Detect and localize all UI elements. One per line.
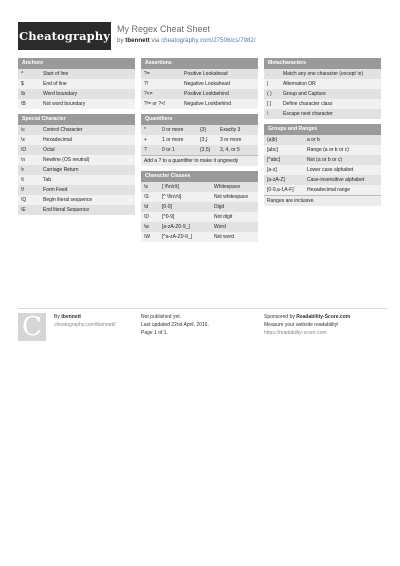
sponsor-url[interactable]: https://readability-score.com xyxy=(264,330,327,336)
table-cell: Not digit xyxy=(214,214,233,220)
table-cell: ?<= xyxy=(144,91,153,97)
anchors-title: Anchors xyxy=(18,58,135,69)
table-cell: Group and Capture xyxy=(283,91,326,97)
table-cell: ^ xyxy=(21,71,24,77)
groups-ranges-box xyxy=(264,124,381,206)
quantifiers-note: Add a ? to a quantifier to make it ungreedy xyxy=(141,155,258,166)
table-cell: \t xyxy=(21,177,24,183)
table-row xyxy=(141,89,258,99)
table-cell: {3,} xyxy=(200,137,208,143)
table-cell: End of line xyxy=(43,81,67,87)
table-row xyxy=(264,135,381,145)
table-cell: Match any one character (except \n) xyxy=(283,71,364,77)
table-cell: \d xyxy=(144,204,149,210)
table-cell: Tab xyxy=(43,177,52,183)
anchors-table xyxy=(18,69,135,109)
byline xyxy=(117,37,256,44)
table-cell: \s xyxy=(144,184,148,190)
quantifiers-box xyxy=(141,114,258,166)
table-row xyxy=(141,125,258,135)
table-cell: Start of line xyxy=(43,71,69,77)
table-cell: [a-zA-Z0-9_] xyxy=(162,224,190,230)
table-cell: End literal Sequence xyxy=(43,207,90,213)
table-cell: ? xyxy=(144,147,147,153)
table-cell: Octal xyxy=(43,147,55,153)
special-character-table xyxy=(18,125,135,215)
metacharacters-box xyxy=(264,58,381,119)
table-row xyxy=(264,79,381,89)
table-cell: Whitespace xyxy=(214,184,241,190)
header xyxy=(18,22,388,50)
table-cell: Define character class xyxy=(283,101,333,107)
page-count: Page 1 of 1. xyxy=(141,330,168,336)
table-row xyxy=(18,89,135,99)
table-row xyxy=(264,99,381,109)
page-title: My Regex Cheat Sheet xyxy=(117,24,211,34)
table-row xyxy=(264,69,381,79)
footer-by-label: By xyxy=(54,314,60,320)
table-cell: {3} xyxy=(200,127,207,133)
table-row xyxy=(141,202,258,212)
table-row xyxy=(18,99,135,109)
table-cell: Not (a or b or c) xyxy=(307,157,343,163)
table-cell: 0 or 1 xyxy=(162,147,175,153)
table-cell: Alternation OR xyxy=(283,81,316,87)
table-cell: \S xyxy=(144,194,149,200)
table-row xyxy=(18,135,135,145)
table-row xyxy=(141,182,258,192)
table-row xyxy=(141,145,258,155)
sponsor-tagline: Measure your website readability! xyxy=(264,322,339,328)
table-row xyxy=(264,175,381,185)
assertions-title: Assertions xyxy=(141,58,258,69)
table-row xyxy=(264,155,381,165)
table-cell: + xyxy=(144,137,147,143)
table-cell: Form Feed xyxy=(43,187,68,193)
table-cell: \n xyxy=(21,157,26,163)
table-cell: Not word boundary xyxy=(43,101,86,107)
table-cell: \c xyxy=(21,127,25,133)
table-row xyxy=(18,79,135,89)
character-classes-table xyxy=(141,182,258,242)
table-row xyxy=(141,222,258,232)
column-3 xyxy=(264,58,381,211)
table-row xyxy=(141,99,258,109)
table-cell: Word boundary xyxy=(43,91,78,97)
table-row xyxy=(18,125,135,135)
table-row xyxy=(264,145,381,155)
table-cell: [^ \f\n\r\t] xyxy=(162,194,182,200)
character-classes-title: Character Classes xyxy=(141,171,258,182)
footer-author xyxy=(54,313,116,329)
table-cell: Case-insensitive alphabet xyxy=(307,177,365,183)
table-cell: 1 or more xyxy=(162,137,184,143)
special-character-box xyxy=(18,114,135,215)
table-cell: ?= xyxy=(144,71,150,77)
table-row xyxy=(141,135,258,145)
table-cell: \E xyxy=(21,207,26,213)
table-cell: Negative Lookahead xyxy=(184,81,230,87)
metacharacters-table xyxy=(264,69,381,119)
table-cell: . xyxy=(267,71,269,77)
footer-author-link[interactable]: tbennett xyxy=(61,314,81,320)
table-cell: Newline (OS neutral) xyxy=(43,157,90,163)
table-cell: \W xyxy=(144,234,151,240)
table-cell: [^a-zA-Z0-9_] xyxy=(162,234,193,240)
table-cell: \B xyxy=(21,101,26,107)
table-cell: [^0-9] xyxy=(162,214,175,220)
table-row xyxy=(18,185,135,195)
table-cell: Lower case alphabet xyxy=(307,167,354,173)
sponsor-prefix: Sponsored by xyxy=(264,314,295,320)
table-cell: [a-z] xyxy=(267,167,277,173)
table-cell: [ ] xyxy=(267,101,272,107)
table-cell: \r xyxy=(21,167,25,173)
table-cell: a or b xyxy=(307,137,320,143)
table-cell: Not whitespace xyxy=(214,194,249,200)
table-cell: | xyxy=(267,81,269,87)
table-cell: [0-9,a-f,A-F] xyxy=(267,187,294,193)
groups-ranges-note: Ranges are inclusive. xyxy=(264,195,381,206)
table-cell: Positive Lookahead xyxy=(184,71,228,77)
author-avatar[interactable]: C xyxy=(18,313,46,341)
assertions-box xyxy=(141,58,258,109)
table-cell: \D xyxy=(144,214,149,220)
table-cell: ( ) xyxy=(267,91,272,97)
sheet-url-link[interactable]: cheatography.com/27506/cs/7982/ xyxy=(161,37,256,44)
table-cell: {3,5} xyxy=(200,147,211,153)
last-updated: Last updated 22nd April, 2016. xyxy=(141,322,209,328)
table-row xyxy=(18,155,135,165)
table-cell: \f xyxy=(21,187,24,193)
via-label: via xyxy=(151,37,160,44)
table-row xyxy=(18,145,135,155)
table-row xyxy=(141,79,258,89)
by-label: by xyxy=(117,37,124,44)
table-cell: $ xyxy=(21,81,24,87)
table-row xyxy=(18,69,135,79)
table-row xyxy=(141,232,258,242)
table-cell: Begin literal sequence xyxy=(43,197,93,203)
table-cell: Control Character xyxy=(43,127,83,133)
table-cell: \x xyxy=(21,137,25,143)
table-cell: \O xyxy=(21,147,27,153)
cheatography-logo[interactable]: Cheatography xyxy=(18,22,111,50)
table-cell: Exactly 3 xyxy=(220,127,241,133)
table-cell: Carriage Return xyxy=(43,167,79,173)
special-character-title: Special Character xyxy=(18,114,135,125)
anchors-box xyxy=(18,58,135,109)
table-cell: * xyxy=(144,127,146,133)
table-cell: [a-zA-Z] xyxy=(267,177,285,183)
table-cell: Escape next character xyxy=(283,111,333,117)
table-cell: Digit xyxy=(214,204,225,210)
table-row xyxy=(18,205,135,215)
table-cell: [abc] xyxy=(267,147,278,153)
table-cell: ?!= or ?<! xyxy=(144,101,166,107)
sponsor-link[interactable]: Readability-Score.com xyxy=(296,314,351,320)
table-cell: \Q xyxy=(21,197,27,203)
table-cell: Word xyxy=(214,224,226,230)
quantifiers-title: Quantifiers xyxy=(141,114,258,125)
footer xyxy=(18,308,388,348)
published-status: Not published yet. xyxy=(141,314,182,320)
table-cell: ?! xyxy=(144,81,149,87)
table-row xyxy=(18,195,135,205)
table-row xyxy=(264,109,381,119)
table-cell: 0 or more xyxy=(162,127,184,133)
footer-info xyxy=(141,313,209,337)
table-row xyxy=(141,212,258,222)
table-cell: \ xyxy=(267,111,269,117)
column-2 xyxy=(141,58,258,247)
column-1 xyxy=(18,58,135,220)
table-cell: Positive Lookbehind xyxy=(184,91,229,97)
table-cell: 3, 4, or 5 xyxy=(220,147,240,153)
table-row xyxy=(264,185,381,195)
table-cell: \b xyxy=(21,91,26,97)
groups-ranges-title: Groups and Ranges xyxy=(264,124,381,135)
table-cell: [^abc] xyxy=(267,157,281,163)
footer-sponsor xyxy=(264,313,350,337)
table-row xyxy=(141,192,258,202)
metacharacters-title: Metacharacters xyxy=(264,58,381,69)
table-row xyxy=(18,165,135,175)
table-cell: Negative Lookbehind xyxy=(184,101,231,107)
assertions-table xyxy=(141,69,258,109)
table-cell: Hexadecimal range xyxy=(307,187,351,193)
table-row xyxy=(264,89,381,99)
groups-ranges-table xyxy=(264,135,381,195)
table-cell: Hexadecimal xyxy=(43,137,72,143)
table-cell: Range (a or b or c) xyxy=(307,147,349,153)
footer-author-url[interactable]: cheatography.com/tbennett/ xyxy=(54,322,116,328)
table-row xyxy=(18,175,135,185)
table-row xyxy=(264,165,381,175)
author-link[interactable]: tbennett xyxy=(125,37,150,44)
table-cell: [ \f\n\r\t] xyxy=(162,184,179,190)
table-cell: [0-9] xyxy=(162,204,173,210)
table-cell: 3 or more xyxy=(220,137,242,143)
table-cell: Not word xyxy=(214,234,235,240)
table-cell: \w xyxy=(144,224,149,230)
quantifiers-table xyxy=(141,125,258,155)
table-cell: (a|b) xyxy=(267,137,278,143)
character-classes-box xyxy=(141,171,258,242)
table-row xyxy=(141,69,258,79)
